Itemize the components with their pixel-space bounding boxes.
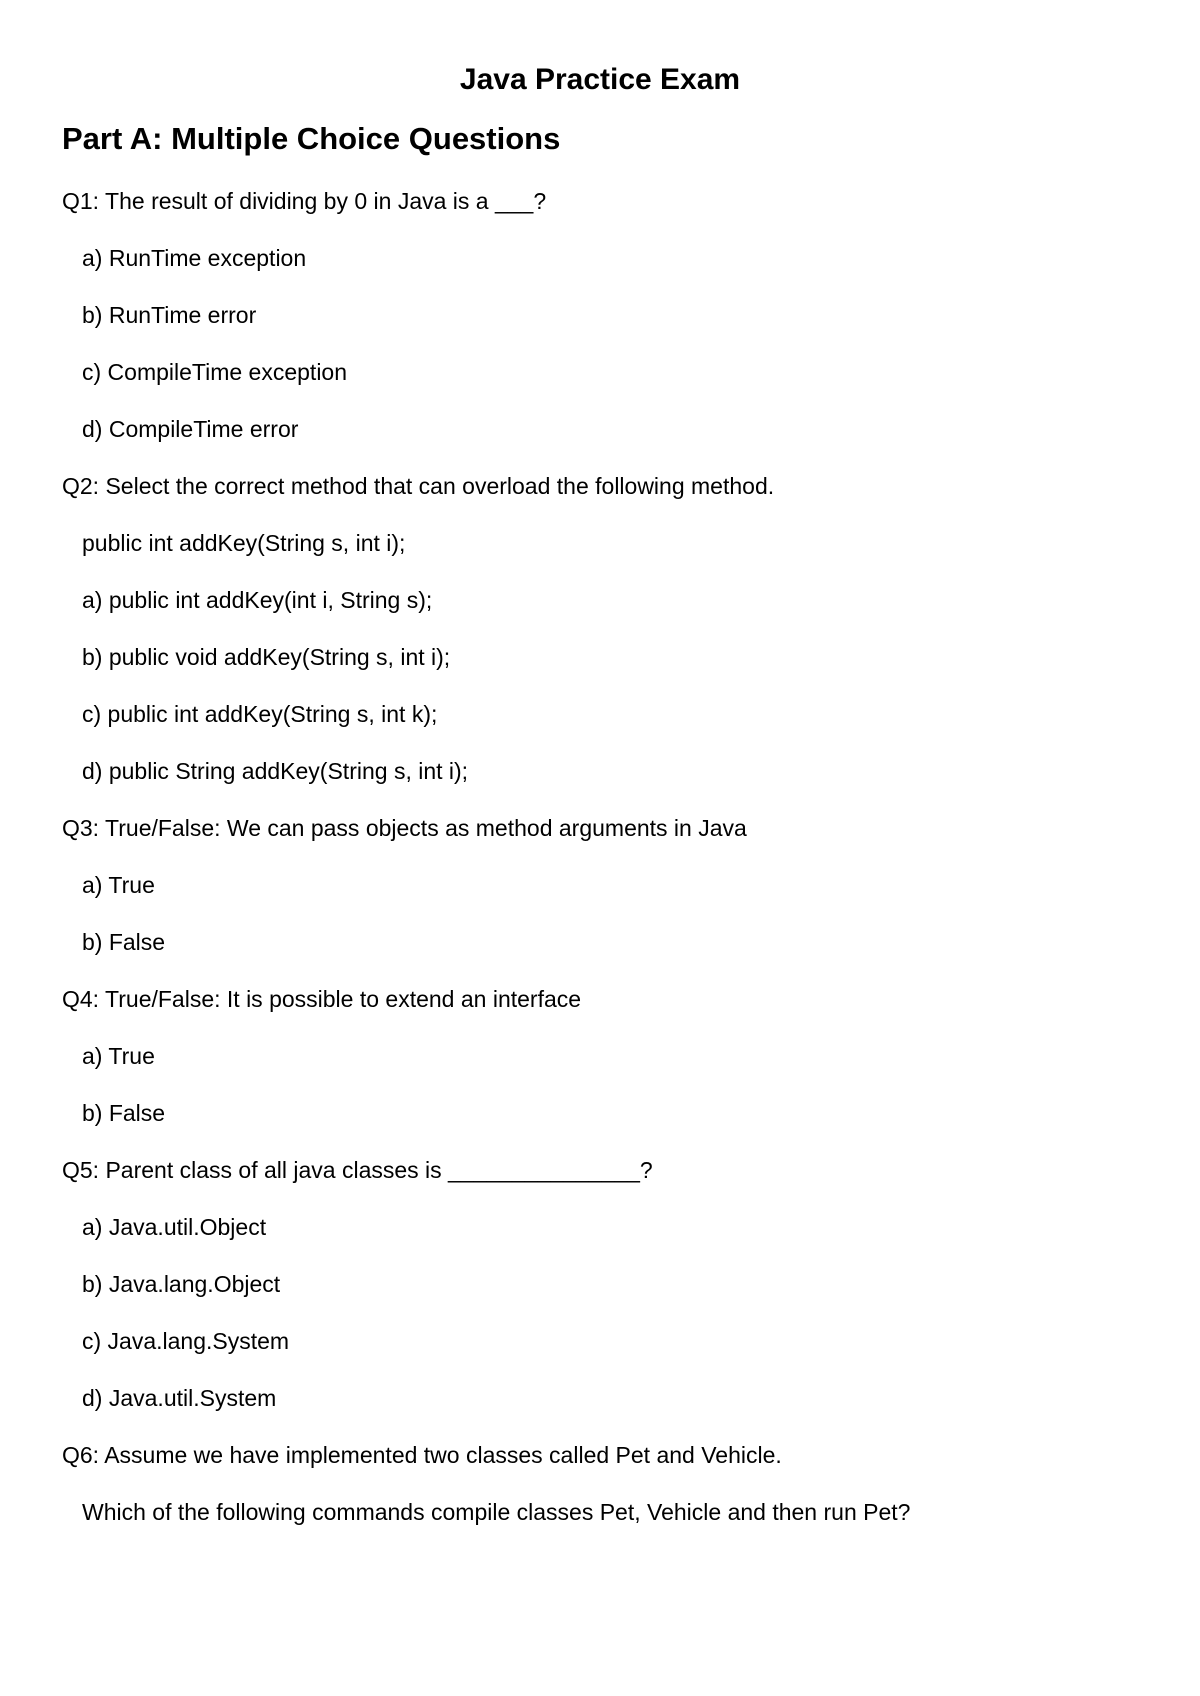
code-signature: public int addKey(String s, int i);: [82, 530, 406, 556]
answer-option: b) False: [82, 929, 166, 955]
section-heading: Part A: Multiple Choice Questions: [62, 121, 561, 156]
question-text: Q6: Assume we have implemented two classes called Pet and Vehicle.: [62, 1442, 782, 1468]
question-continuation: Which of the following commands compile classes Pet, Vehicle and then run Pet?: [82, 1499, 911, 1525]
answer-option: b) RunTime error: [82, 302, 257, 328]
question-text: Q5: Parent class of all java classes is _______________?: [62, 1157, 653, 1183]
question-text: Q3: True/False: We can pass objects as method arguments in Java: [62, 815, 747, 841]
answer-option: a) public int addKey(int i, String s);: [82, 587, 433, 613]
answer-option: d) Java.util.System: [82, 1385, 277, 1411]
question-text: Q1: The result of dividing by 0 in Java is a ___?: [62, 188, 547, 214]
question-text: Q2: Select the correct method that can overload the following method.: [62, 473, 775, 499]
answer-option: c) CompileTime exception: [82, 359, 348, 385]
answer-option: d) public String addKey(String s, int i);: [82, 758, 469, 784]
answer-option: a) True: [82, 1043, 155, 1069]
answer-option: c) Java.lang.System: [82, 1328, 290, 1354]
answer-option: a) Java.util.Object: [82, 1214, 267, 1240]
answer-option: b) public void addKey(String s, int i);: [82, 644, 451, 670]
answer-option: b) False: [82, 1100, 166, 1126]
question-text: Q4: True/False: It is possible to extend an interface: [62, 986, 582, 1012]
answer-option: d) CompileTime error: [82, 416, 299, 442]
page-title: Java Practice Exam: [459, 63, 741, 96]
answer-option: c) public int addKey(String s, int k);: [82, 701, 438, 727]
answer-option: b) Java.lang.Object: [82, 1271, 281, 1297]
answer-option: a) True: [82, 872, 155, 898]
answer-option: a) RunTime exception: [82, 245, 307, 271]
